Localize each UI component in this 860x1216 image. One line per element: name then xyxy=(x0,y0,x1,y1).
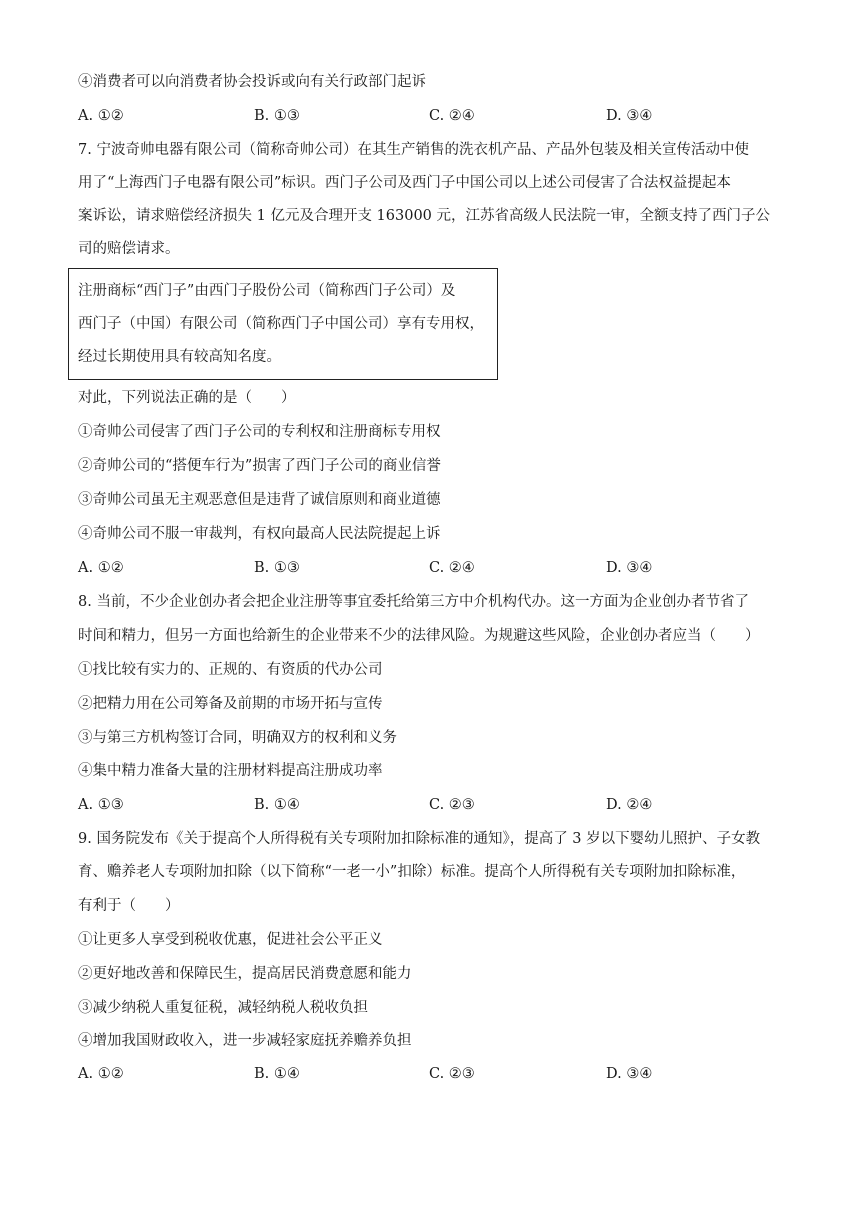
q7-question: 对此，下列说法正确的是（ ） xyxy=(78,390,296,406)
q9-option-a: A. ①② xyxy=(78,1066,124,1082)
q7-box-line-3: 经过长期使用具有较高知名度。 xyxy=(78,349,281,365)
q7-option-d: D. ③④ xyxy=(606,560,653,576)
q9-item-3: ③减少纳税人重复征税，减轻纳税人税收负担 xyxy=(78,1000,368,1016)
q7-option-c: C. ②④ xyxy=(429,560,475,576)
q8-item-3: ③与第三方机构签订合同，明确双方的权利和义务 xyxy=(78,730,397,746)
q9-stem-line-1: 9. 国务院发布《关于提高个人所得税有关专项附加扣除标准的通知》，提高了 3 岁以下婴幼儿照护、子女教 xyxy=(78,831,761,847)
q9-stem-line-3: 有利于（ ） xyxy=(78,898,180,914)
q7-stem-line-3: 案诉讼，请求赔偿经济损失 1 亿元及合理开支 163000 元，江苏省高级人民法院一审，全额支持了西门子公 xyxy=(78,208,771,224)
q9-item-1: ①让更多人享受到税收优惠，促进社会公平正义 xyxy=(78,932,383,948)
q7-option-a: A. ①② xyxy=(78,560,124,576)
q8-option-a: A. ①③ xyxy=(78,797,124,813)
q8-item-2: ②把精力用在公司筹备及前期的市场开拓与宣传 xyxy=(78,696,383,712)
q9-option-d: D. ③④ xyxy=(606,1066,653,1082)
q7-item-4: ④奇帅公司不服一审裁判，有权向最高人民法院提起上诉 xyxy=(78,526,441,542)
q6-option-c: C. ②④ xyxy=(429,108,475,124)
q7-stem-line-4: 司的赔偿请求。 xyxy=(78,241,180,257)
q9-stem-line-2: 育、赡养老人专项附加扣除（以下简称“一老一小”扣除）标准。提高个人所得税有关专项附加扣除标准， xyxy=(78,864,746,880)
q8-option-d: D. ②④ xyxy=(606,797,653,813)
q9-option-b: B. ①④ xyxy=(254,1066,300,1082)
q7-material-box xyxy=(68,268,498,380)
q6-option-a: A. ①② xyxy=(78,108,124,124)
q8-item-4: ④集中精力准备大量的注册材料提高注册成功率 xyxy=(78,763,383,779)
q8-options xyxy=(78,795,788,815)
q6-item-4: ④消费者可以向消费者协会投诉或向有关行政部门起诉 xyxy=(78,74,426,90)
q7-item-3: ③奇帅公司虽无主观恶意但是违背了诚信原则和商业道德 xyxy=(78,492,441,508)
q7-item-2: ②奇帅公司的“搭便车行为”损害了西门子公司的商业信誉 xyxy=(78,458,441,474)
q7-option-b: B. ①③ xyxy=(254,560,300,576)
q8-option-b: B. ①④ xyxy=(254,797,300,813)
q8-option-c: C. ②③ xyxy=(429,797,475,813)
q7-stem-line-2: 用了“上海西门子电器有限公司”标识。西门子公司及西门子中国公司以上述公司侵害了合法权益提起本 xyxy=(78,175,731,191)
q9-option-c: C. ②③ xyxy=(429,1066,475,1082)
q7-box-line-2: 西门子（中国）有限公司（简称西门子中国公司）享有专用权， xyxy=(78,316,484,332)
q6-options xyxy=(78,106,788,126)
q9-item-4: ④增加我国财政收入，进一步减轻家庭抚养赡养负担 xyxy=(78,1033,412,1049)
q7-box-line-1: 注册商标“西门子”由西门子股份公司（简称西门子公司）及 xyxy=(78,283,456,299)
q9-options xyxy=(78,1064,788,1084)
q7-stem-line-1: 7. 宁波奇帅电器有限公司（简称奇帅公司）在其生产销售的洗衣机产品、产品外包装及相关宣传活动中使 xyxy=(78,142,749,158)
q6-option-b: B. ①③ xyxy=(254,108,300,124)
q6-option-d: D. ③④ xyxy=(606,108,653,124)
q7-item-1: ①奇帅公司侵害了西门子公司的专利权和注册商标专用权 xyxy=(78,424,441,440)
q8-stem-line-2: 时间和精力，但另一方面也给新生的企业带来不少的法律风险。为规避这些风险，企业创办者应当（ ） xyxy=(78,628,760,644)
q8-item-1: ①找比较有实力的、正规的、有资质的代办公司 xyxy=(78,662,383,678)
q8-stem-line-1: 8. 当前，不少企业创办者会把企业注册等事宜委托给第三方中介机构代办。这一方面为企业创办者节省了 xyxy=(78,594,749,610)
q7-options xyxy=(78,558,788,578)
q9-item-2: ②更好地改善和保障民生，提高居民消费意愿和能力 xyxy=(78,966,412,982)
